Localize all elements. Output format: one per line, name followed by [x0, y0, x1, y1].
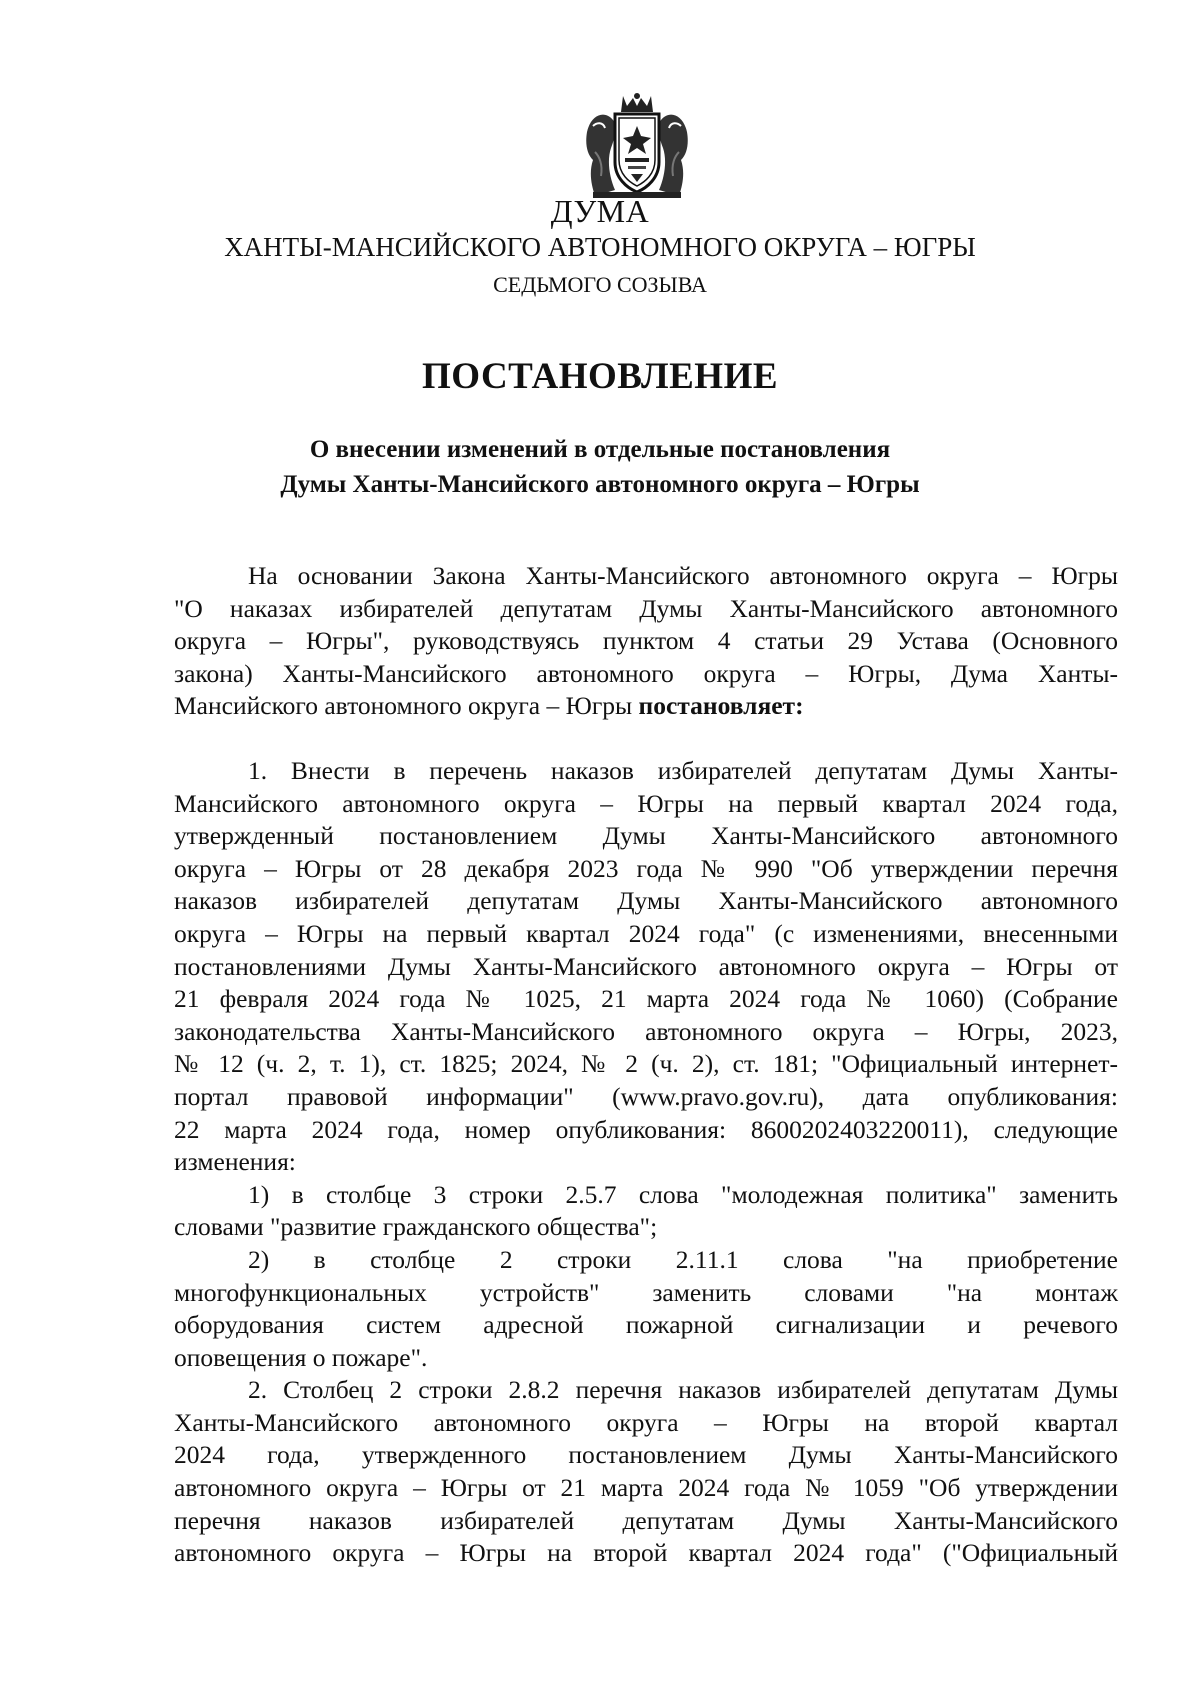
organization-name: ДУМА [550, 193, 650, 229]
body-paragraphs [174, 755, 1118, 1570]
item-1-subitem-1 [174, 1179, 1118, 1244]
text-line: оборудования систем адресной пожарной сигнализации и речевого [174, 1310, 1118, 1340]
document-type: ПОСТАНОВЛЕНИЕ [421, 356, 779, 397]
item-1 [174, 755, 1118, 1179]
text-line: 2) в столбце 2 строки 2.11.1 слова "на приобретение [248, 1244, 1118, 1274]
text-line: 22 марта 2024 года, номер опубликования: 8600202403220011), следующие [174, 1114, 1118, 1144]
text-line: № 12 (ч. 2, т. 1), ст. 1825; 2024, № 2 (ч. 2), ст. 181; "Официальный интернет- [174, 1049, 1118, 1079]
region-name: ХАНТЫ-МАНСИЙСКОГО АВТОНОМНОГО ОКРУГА – ЮГРЫ [224, 232, 976, 262]
text-line: Ханты-Мансийского автономного округа – Югры на второй квартал [174, 1407, 1118, 1437]
text-line [174, 690, 1118, 723]
text-line: округа – Югры на первый квартал 2024 года" (с изменениями, внесенными [174, 918, 1118, 948]
text-line: словами "развитие гражданского общества"; [174, 1212, 658, 1242]
text-line: закона) Ханты-Мансийского автономного округа – Югры, Дума Ханты- [174, 658, 1118, 688]
convocation: СЕДЬМОГО СОЗЫВА [493, 272, 707, 297]
text-line: 2. Столбец 2 строки 2.8.2 перечня наказов избирателей депутатам Думы [248, 1375, 1118, 1405]
text-line: наказов избирателей депутатам Думы Ханты-Мансийского автономного [174, 886, 1118, 916]
item-2 [174, 1374, 1118, 1570]
text-line: перечня наказов избирателей депутатам Думы Ханты-Мансийского [174, 1505, 1118, 1535]
text-fragment: Мансийского автономного округа – Югры [174, 691, 639, 721]
text-line: округа – Югры", руководствуясь пунктом 4 статьи 29 Устава (Основного [174, 626, 1118, 656]
text-line: портал правовой информации" (www.pravo.gov.ru), дата опубликования: [174, 1081, 1118, 1111]
text-line: постановлениями Думы Ханты-Мансийского автономного округа – Югры от [174, 951, 1118, 981]
subject-line: Думы Ханты-Мансийского автономного округа – Югры [280, 471, 920, 498]
text-line: 21 февраля 2024 года № 1025, 21 марта 2024 года № 1060) (Собрание [174, 984, 1118, 1014]
document-subject [0, 432, 1200, 502]
text-line: многофункциональных устройств" заменить словами "на монтаж [174, 1277, 1118, 1307]
text-line: 1) в столбце 3 строки 2.5.7 слова "молодежная политика" заменить [248, 1179, 1118, 1209]
text-line: На основании Закона Ханты-Мансийского автономного округа – Югры [248, 561, 1118, 590]
preamble-paragraph [174, 560, 1118, 723]
text-line: изменения: [174, 1147, 296, 1177]
coat-of-arms-icon [583, 92, 691, 200]
text-line: оповещения о пожаре". [174, 1342, 428, 1372]
text-line: округа – Югры от 28 декабря 2023 года № 990 "Об утверждении перечня [174, 853, 1118, 883]
item-1-subitem-2 [174, 1244, 1118, 1374]
decision-word: постановляет: [638, 691, 804, 721]
subject-line: О внесении изменений в отдельные постановления [309, 436, 891, 463]
text-line: 1. Внести в перечень наказов избирателей депутатам Думы Ханты- [248, 756, 1118, 785]
text-line: 2024 года, утвержденного постановлением Думы Ханты-Мансийского [174, 1440, 1118, 1470]
text-line: утвержденный постановлением Думы Ханты-Мансийского автономного [174, 821, 1118, 851]
text-line: автономного округа – Югры на второй квартал 2024 года" ("Официальный [174, 1538, 1118, 1568]
text-line: законодательства Ханты-Мансийского автономного округа – Югры, 2023, [174, 1016, 1118, 1046]
text-line: автономного округа – Югры от 21 марта 2024 года № 1059 "Об утверждении [174, 1473, 1118, 1503]
text-line: Мансийского автономного округа – Югры на первый квартал 2024 года, [174, 788, 1118, 818]
text-line: "О наказах избирателей депутатам Думы Ханты-Мансийского автономного [174, 593, 1118, 623]
